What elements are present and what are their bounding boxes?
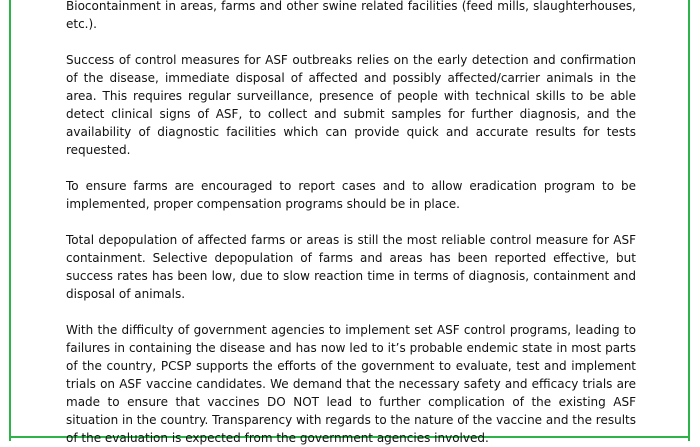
- page-border-left: [9, 0, 11, 441]
- paragraph-control-measures: Success of control measures for ASF outbreaks relies on the early detection and confirmation of the disease, immediate disposal of affected and possibly affected/carrier animals in the area. This requires regular surveillance, presence of people with technical skills to be able detect clinical signs of ASF, to collect and submit samples for further diagnosis, and the availability of diagnostic facilities which can provide quick and accurate results for tests requested.: [66, 53, 636, 157]
- paragraph-vaccine-trials: With the difficulty of government agencies to implement set ASF control programs, leading to failures in containing the disease and has now led to it’s probable endemic state in most parts of the country, PCSP supports the efforts of the government to evaluate, test and implement trials on ASF vaccine candidates. We demand that the necessary safety and efficacy trials are made to ensure that vaccines DO NOT lead to further complication of the existing ASF situation in the country. Transparency with regards to the nature of the vaccine and the results of the evaluation is expected from the government agencies involved.: [66, 323, 636, 445]
- paragraph-depopulation: Total depopulation of affected farms or areas is still the most reliable control measure for ASF containment. Selective depopulation of farms and areas has been reported effective, but success rates has been low, due to slow reaction time in terms of diagnosis, containment and disposal of animals.: [66, 233, 636, 301]
- document-body: [66, 0, 636, 447]
- page-border-right: [688, 0, 690, 441]
- paragraph-compensation: To ensure farms are encouraged to report cases and to allow eradication program to be implemented, proper compensation programs should be in place.: [66, 179, 636, 211]
- paragraph-biocontainment: Biocontainment in areas, farms and other swine related facilities (feed mills, slaughterhouses, etc.).: [66, 0, 636, 31]
